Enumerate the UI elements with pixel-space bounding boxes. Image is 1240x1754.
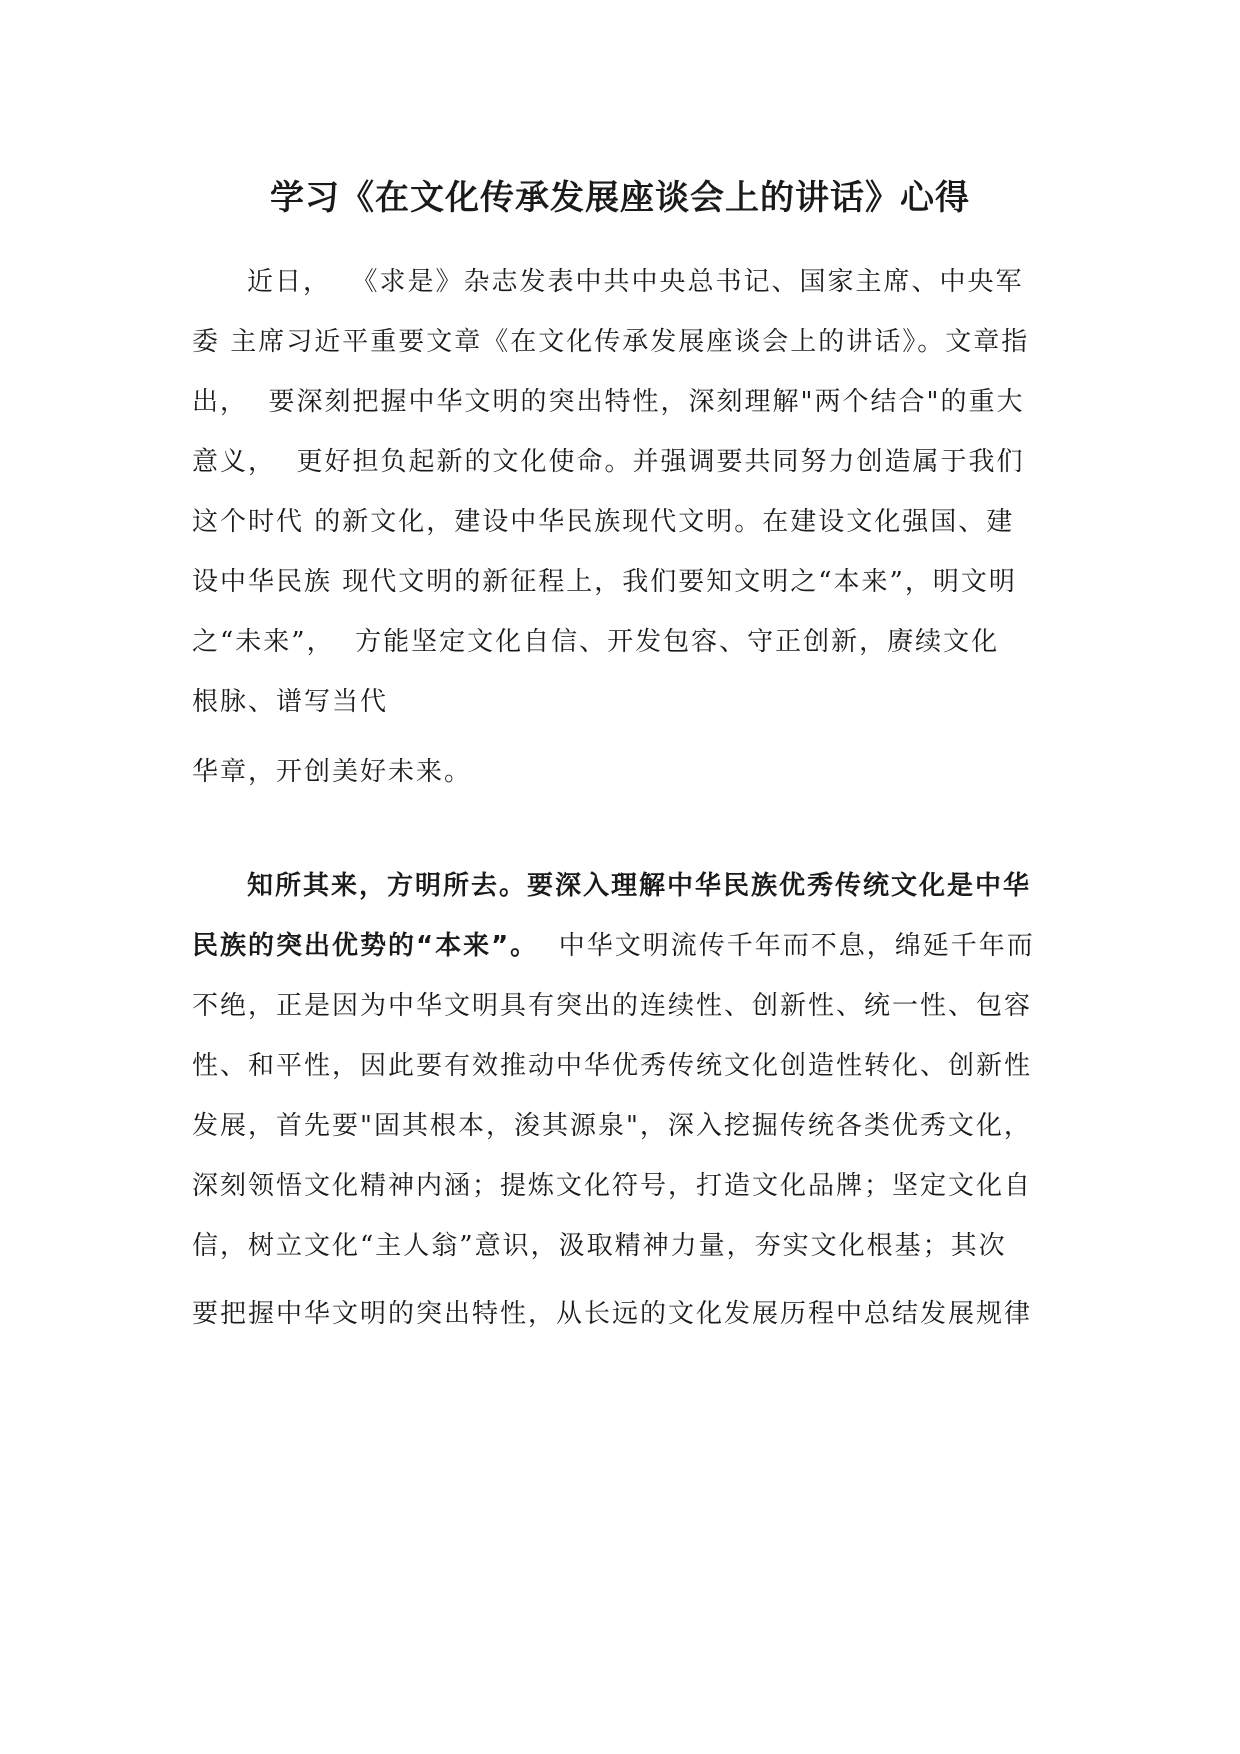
paragraph-2-line: 要把握中华文明的突出特性，从长远的文化发展历程中总结发展规律 bbox=[192, 1299, 1033, 1329]
paragraph-1-line: 设中华民族 现代文明的新征程上，我们要知文明之“本来”，明文明 bbox=[192, 567, 1017, 597]
paragraph-1-line: 之“未来”， 方能坚定文化自信、开发包容、守正创新，赓续文化 bbox=[192, 627, 1000, 657]
paragraph-2-line: 深刻领悟文化精神内涵；提炼文化符号，打造文化品牌；坚定文化自 bbox=[192, 1171, 1033, 1201]
paragraph-1-line: 委 主席习近平重要文章《在文化传承发展座谈会上的讲话》。文章指 bbox=[192, 327, 1030, 357]
document-title: 学习《在文化传承发展座谈会上的讲话》心得 bbox=[270, 178, 970, 218]
paragraph-2-line: 信，树立文化“主人翁”意识，汲取精神力量，夯实文化根基；其次 bbox=[192, 1231, 1007, 1261]
paragraph-2-line: 发展，首先要"固其根本，浚其源泉"，深入挖掘传统各类优秀文化， bbox=[192, 1111, 1032, 1141]
paragraph-1-line: 根脉、谱写当代 bbox=[192, 687, 389, 717]
paragraph-2-heading-end: 民族的突出优势的“本来”。 bbox=[192, 931, 539, 961]
paragraph-2-line bbox=[192, 928, 1035, 964]
paragraph-2-line: 不绝，正是因为中华文明具有突出的连续性、创新性、统一性、包容 bbox=[192, 991, 1033, 1021]
paragraph-1-line: 出， 要深刻把握中华文明的突出特性，深刻理解"两个结合"的重大 bbox=[192, 387, 1025, 417]
paragraph-1-line: 意义， 更好担负起新的文化使命。并强调要共同努力创造属于我们 bbox=[192, 447, 1025, 477]
paragraph-1-line: 华章，开创美好未来。 bbox=[192, 757, 473, 787]
paragraph-2-line: 性、和平性，因此要有效推动中华优秀传统文化创造性转化、创新性 bbox=[192, 1051, 1033, 1081]
paragraph-1-line: 这个时代 的新文化，建设中华民族现代文明。在建设文化强国、建 bbox=[192, 507, 1015, 537]
paragraph-1-line: 近日， 《求是》杂志发表中共中央总书记、国家主席、中央军 bbox=[247, 267, 1024, 297]
paragraph-2-heading: 知所其来，方明所去。要深入理解中华民族优秀传统文化是中华 bbox=[247, 871, 1032, 901]
paragraph-2-line-text: 中华文明流传千年而不息，绵延千年而 bbox=[538, 931, 1035, 961]
